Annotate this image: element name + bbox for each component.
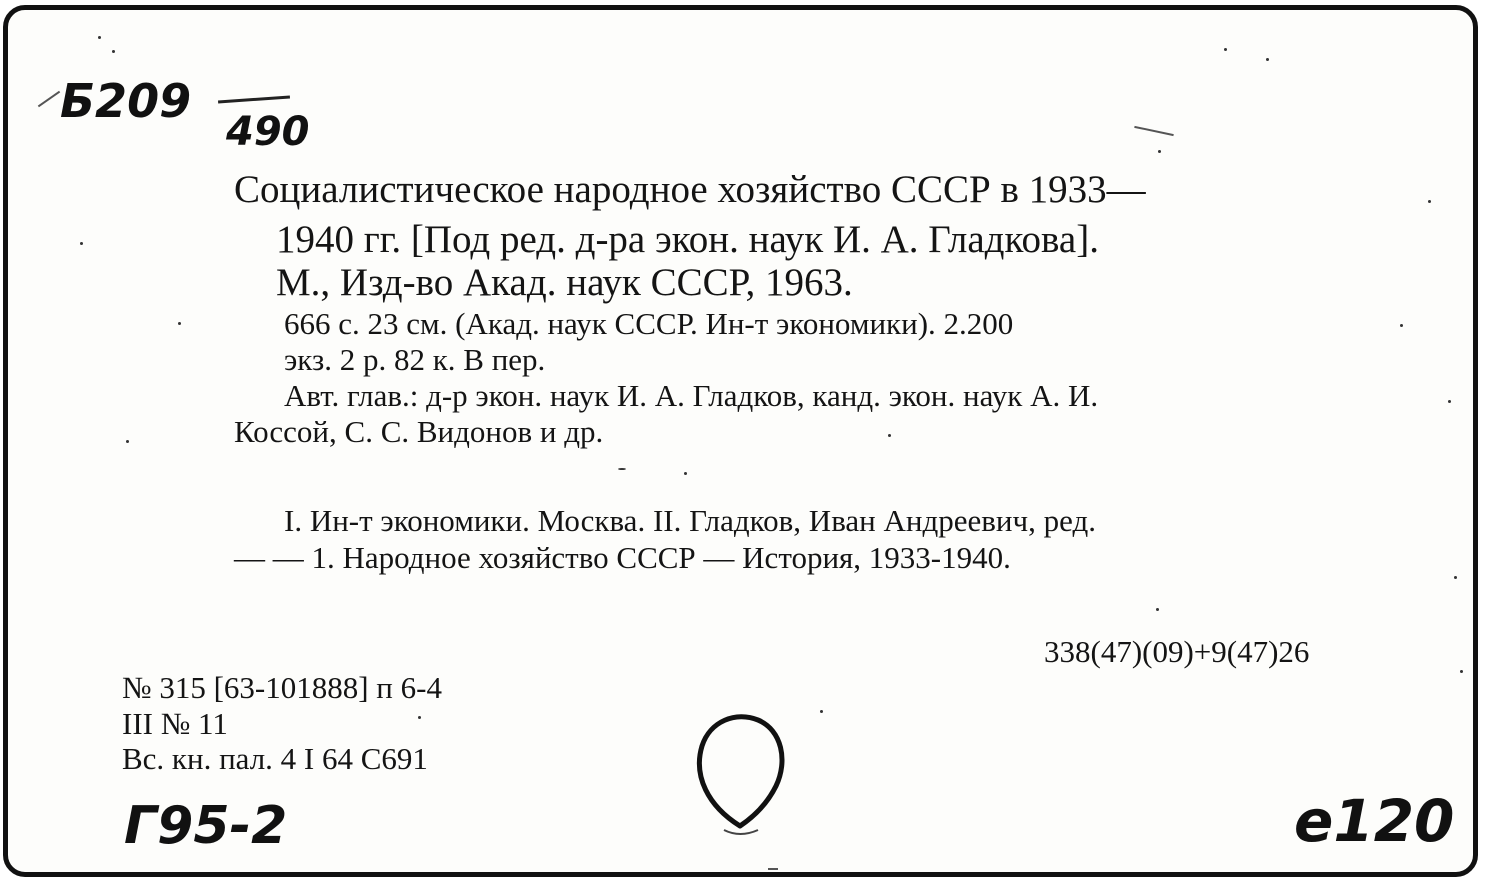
scan-speck [112, 50, 115, 53]
handwritten-shelf-mark: Г95-2 [124, 796, 288, 856]
handwritten-number: e120 [1294, 787, 1455, 855]
scan-speck [126, 440, 129, 443]
scan-speck [684, 472, 687, 475]
scan-speck [178, 322, 181, 325]
call-number-top: Б209 [60, 74, 192, 128]
call-number-bottom: 490 [226, 109, 310, 155]
scan-speck [1454, 576, 1457, 579]
scan-speck [1156, 608, 1159, 611]
scan-speck [618, 468, 626, 470]
catalog-card [3, 5, 1478, 877]
tracings-line-2: — — 1. Народное хозяйство СССР — История, 1933-1940. [234, 540, 1011, 575]
printing-line-2: III № 11 [122, 706, 228, 741]
scan-speck [820, 710, 823, 713]
scan-speck [418, 716, 421, 719]
authors-line-2: Коссой, С. С. Видонов и др. [234, 414, 604, 449]
title-line-2: 1940 гг. [Под ред. д-ра экон. наук И. А. Гладкова]. [276, 218, 1099, 261]
scan-mark [768, 868, 778, 870]
scan-speck [80, 242, 83, 245]
classification-code: 338(47)(09)+9(47)26 [1044, 634, 1310, 669]
printing-line-1: № 315 [63-101888] п 6-4 [122, 670, 442, 705]
scan-speck [1428, 200, 1431, 203]
call-number-fraction-line [218, 95, 290, 103]
scan-speck [1158, 150, 1161, 153]
collation-line-1: 666 с. 23 см. (Акад. наук СССР. Ин-т экономики). 2.200 [284, 306, 1014, 341]
scan-speck [1460, 670, 1463, 673]
scan-mark [38, 91, 60, 108]
authors-line-1: Авт. глав.: д-р экон. наук И. А. Гладков, канд. экон. наук А. И. [284, 378, 1099, 413]
scan-speck [888, 434, 891, 437]
punch-hole-loop-icon [688, 706, 798, 846]
scan-mark [1134, 126, 1174, 136]
scan-speck [1224, 48, 1227, 51]
imprint-line: М., Изд-во Акад. наук СССР, 1963. [276, 261, 853, 304]
scan-speck [1266, 58, 1269, 61]
scan-speck [1400, 324, 1403, 327]
printing-line-3: Вс. кн. пал. 4 I 64 С691 [122, 741, 428, 776]
tracings-line-1: I. Ин-т экономики. Москва. II. Гладков, Иван Андреевич, ред. [284, 503, 1096, 538]
scan-speck [1448, 400, 1451, 403]
title-line-1: Социалистическое народное хозяйство СССР в 1933— [234, 168, 1146, 211]
scan-speck [98, 36, 101, 39]
collation-line-2: экз. 2 р. 82 к. В пер. [284, 342, 546, 377]
